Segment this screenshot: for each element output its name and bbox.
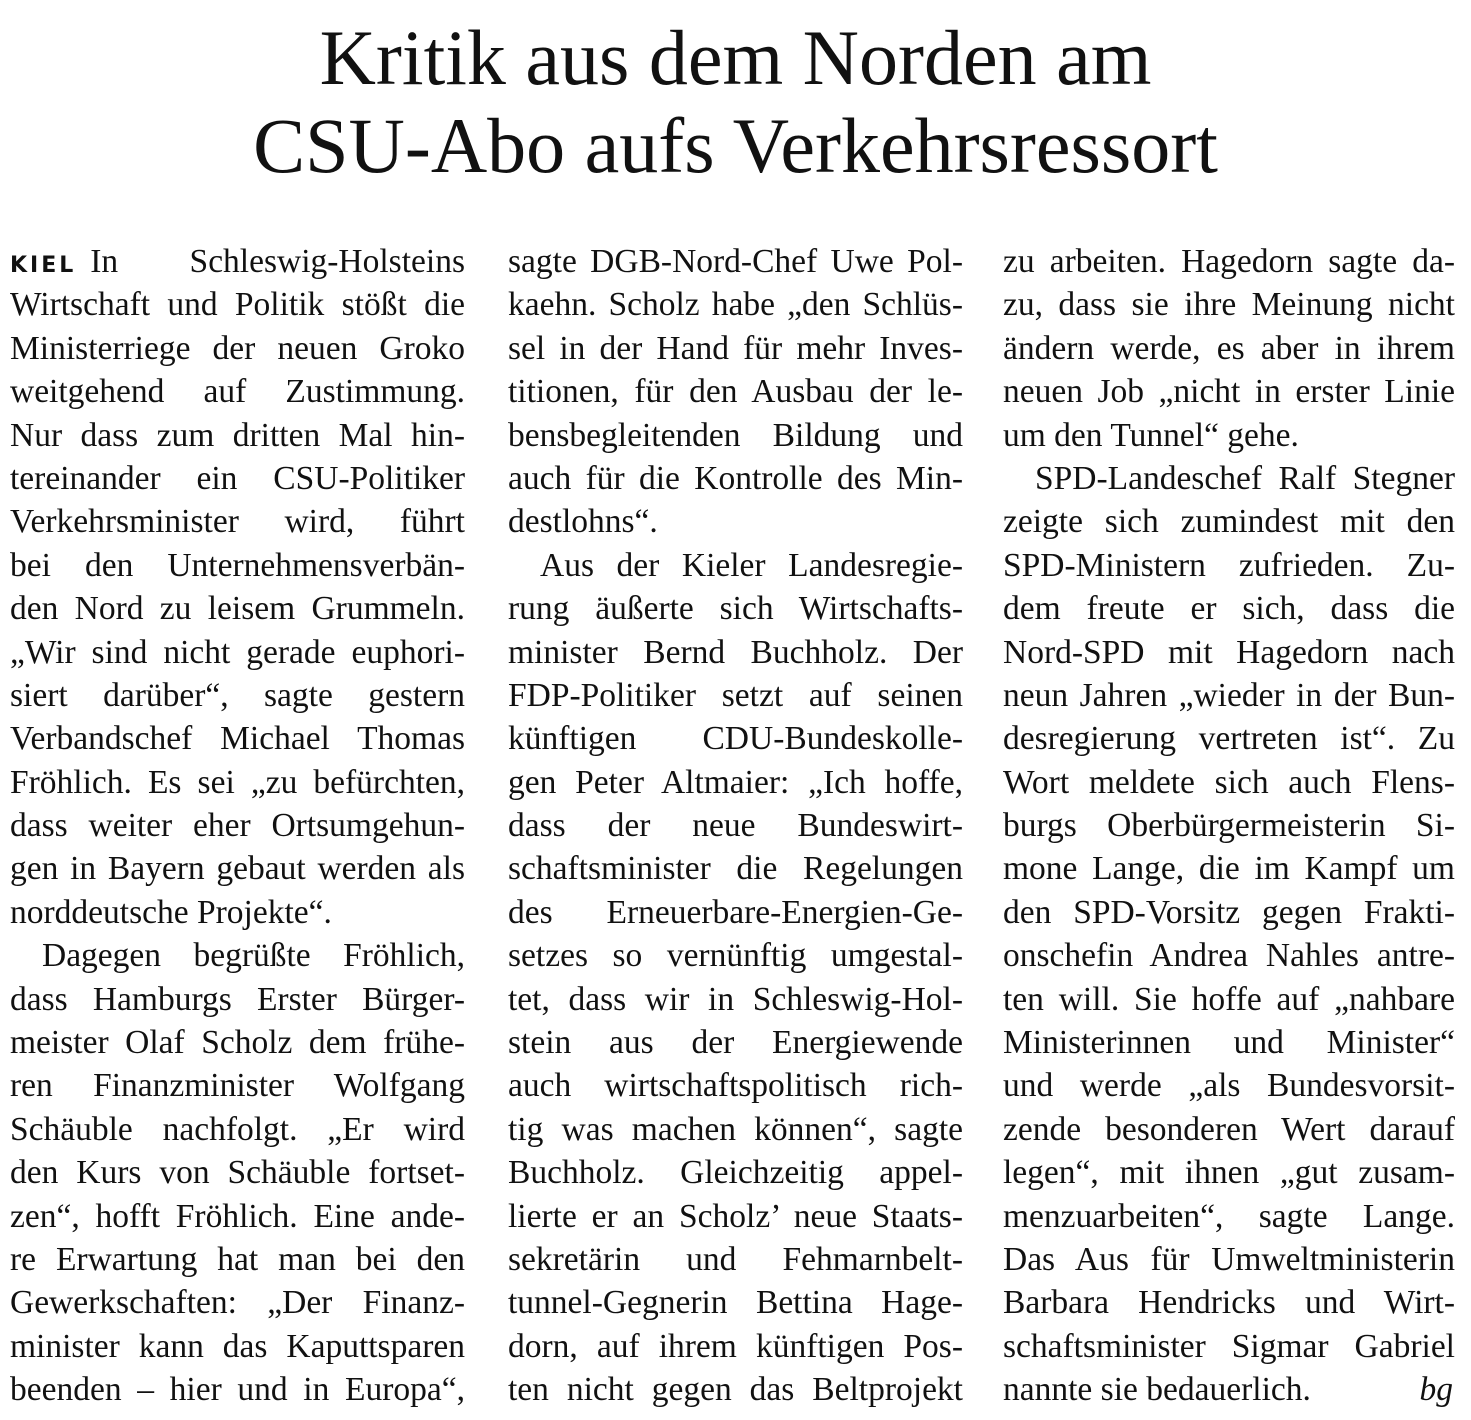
article-column-2 <box>508 240 963 1412</box>
body-line-text: nannte sie bedauerlich. <box>1003 1371 1311 1409</box>
body-line: des Erneuerbare-Energien-Ge- <box>508 893 963 931</box>
body-line: Verbandschef Michael Thomas <box>10 720 465 758</box>
body-line: Das Aus für Umweltministerin <box>1003 1240 1455 1278</box>
body-line: zende besonderen Wert darauf <box>1003 1110 1455 1148</box>
body-line: Nur dass zum dritten Mal hin- <box>10 416 465 454</box>
body-line: zen“, hofft Fröhlich. Eine ande- <box>10 1197 465 1235</box>
body-line: ändern werde, es aber in ihrem <box>1003 329 1455 367</box>
body-line: meister Olaf Scholz dem frühe- <box>10 1024 465 1062</box>
body-line: legen“, mit ihnen „gut zusam- <box>1003 1154 1455 1192</box>
body-line: neun Jahren „wieder in der Bun- <box>1003 676 1455 714</box>
body-line: Ministerriege der neuen Groko <box>10 329 465 367</box>
body-line: „Wir sind nicht gerade euphori- <box>10 633 465 671</box>
body-line: Verkehrsminister wird, führt <box>10 503 465 541</box>
body-line: Barbara Hendricks und Wirt- <box>1003 1284 1455 1322</box>
body-line: ten nicht gegen das Beltprojekt <box>508 1371 963 1409</box>
body-line: lierte er an Scholz’ neue Staats- <box>508 1197 963 1235</box>
body-line: kaehn. Scholz habe „den Schlüs- <box>508 286 963 324</box>
body-line: ren Finanzminister Wolfgang <box>10 1067 465 1105</box>
body-line: rung äußerte sich Wirtschafts- <box>508 590 963 628</box>
body-line: siert darüber“, sagte gestern <box>10 676 465 714</box>
body-line: titionen, für den Ausbau der le- <box>508 373 963 411</box>
body-line: tunnel-Gegnerin Bettina Hage- <box>508 1284 963 1322</box>
body-line: sagte DGB-Nord-Chef Uwe Pol- <box>508 243 963 280</box>
body-line: Buchholz. Gleichzeitig appel- <box>508 1154 963 1192</box>
body-line: Fröhlich. Es sei „zu befürchten, <box>10 763 465 801</box>
body-line: FDP-Politiker setzt auf seinen <box>508 676 963 714</box>
body-line: auch für die Kontrolle des Min- <box>508 459 963 497</box>
article-column-3 <box>1003 240 1455 1412</box>
body-line: den Nord zu leisem Grummeln. <box>10 590 465 628</box>
body-line: KIEL In Schleswig-Holsteins <box>10 243 465 280</box>
body-line: tig was machen können“, sagte <box>508 1110 963 1148</box>
headline-line-2: CSU-Abo aufs Verkehrsressort <box>253 102 1218 189</box>
body-line: gen in Bayern gebaut werden als <box>10 850 465 888</box>
article-headline <box>0 14 1471 190</box>
body-line: dass weiter eher Ortsumgehun- <box>10 807 465 845</box>
body-line: destlohns“. <box>508 503 658 541</box>
body-line: Wort meldete sich auch Flens- <box>1003 763 1455 801</box>
body-line: dem freute er sich, dass die <box>1003 590 1455 628</box>
body-line: sel in der Hand für mehr Inves- <box>508 329 963 367</box>
body-line: minister kann das Kaputtsparen <box>10 1327 465 1365</box>
body-line: Schäuble nachfolgt. „Er wird <box>10 1110 465 1148</box>
body-line: Ministerinnen und Minister“ <box>1003 1024 1455 1062</box>
body-line: den SPD-Vorsitz gegen Frakti- <box>1003 893 1455 931</box>
article-column-1 <box>10 240 465 1412</box>
body-line: dass der neue Bundeswirt- <box>508 807 963 845</box>
body-line-with-author <box>1003 1368 1455 1411</box>
body-line: gen Peter Altmaier: „Ich hoffe, <box>508 763 963 801</box>
body-line: neuen Job „nicht in erster Linie <box>1003 373 1455 411</box>
body-line: setzes so vernünftig umgestal- <box>508 937 963 975</box>
body-line: schaftsminister Sigmar Gabriel <box>1003 1327 1455 1365</box>
body-line: weitgehend auf Zustimmung. <box>10 373 465 411</box>
body-line: Wirtschaft und Politik stößt die <box>10 286 465 324</box>
body-line: desregierung vertreten ist“. Zu <box>1003 720 1455 758</box>
body-line: und werde „als Bundesvorsit- <box>1003 1067 1455 1105</box>
body-line: zu arbeiten. Hagedorn sagte da- <box>1003 243 1455 280</box>
body-line: dorn, auf ihrem künftigen Pos- <box>508 1327 963 1365</box>
body-line: um den Tunnel“ gehe. <box>1003 416 1299 454</box>
body-line: SPD-Ministern zufrieden. Zu- <box>1003 546 1455 584</box>
body-line: zu, dass sie ihre Meinung nicht <box>1003 286 1455 324</box>
body-line: re Erwartung hat man bei den <box>10 1240 465 1278</box>
body-line: zeigte sich zumindest mit den <box>1003 503 1455 541</box>
body-line: künftigen CDU-Bundeskolle- <box>508 720 963 758</box>
body-line: burgs Oberbürgermeisterin Si- <box>1003 807 1455 845</box>
body-line: dass Hamburgs Erster Bürger- <box>10 980 465 1018</box>
author-initials: bg <box>1419 1371 1453 1409</box>
body-line: stein aus der Energiewende <box>508 1024 963 1062</box>
body-line: beenden – hier und in Europa“, <box>10 1371 465 1409</box>
body-line: auch wirtschaftspolitisch rich- <box>508 1067 963 1105</box>
body-line: bei den Unternehmensverbän- <box>10 546 465 584</box>
body-line: sekretärin und Fehmarnbelt- <box>508 1240 963 1278</box>
body-line: bensbegleitenden Bildung und <box>508 416 963 454</box>
body-line: tet, dass wir in Schleswig-Hol- <box>508 980 963 1018</box>
body-line: ten will. Sie hoffe auf „nahbare <box>1003 980 1455 1018</box>
body-line: Gewerkschaften: „Der Finanz- <box>10 1284 465 1322</box>
body-line: den Kurs von Schäuble fortset- <box>10 1154 465 1192</box>
body-line: Dagegen begrüßte Fröhlich, <box>42 937 465 975</box>
body-line: Aus der Kieler Landesregie- <box>540 546 963 584</box>
body-line: schaftsminister die Regelungen <box>508 850 963 888</box>
body-line: onschefin Andrea Nahles antre- <box>1003 937 1455 975</box>
body-line: SPD-Landeschef Ralf Stegner <box>1035 459 1455 497</box>
headline-line-1: Kritik aus dem Norden am <box>319 14 1152 101</box>
body-line: tereinander ein CSU-Politiker <box>10 459 465 497</box>
body-line: mone Lange, die im Kampf um <box>1003 850 1455 888</box>
body-line: minister Bernd Buchholz. Der <box>508 633 963 671</box>
body-line: Nord-SPD mit Hagedorn nach <box>1003 633 1455 671</box>
body-line: menzuarbeiten“, sagte Lange. <box>1003 1197 1455 1235</box>
body-line: norddeutsche Projekte“. <box>10 893 332 931</box>
dateline: KIEL <box>10 253 77 278</box>
